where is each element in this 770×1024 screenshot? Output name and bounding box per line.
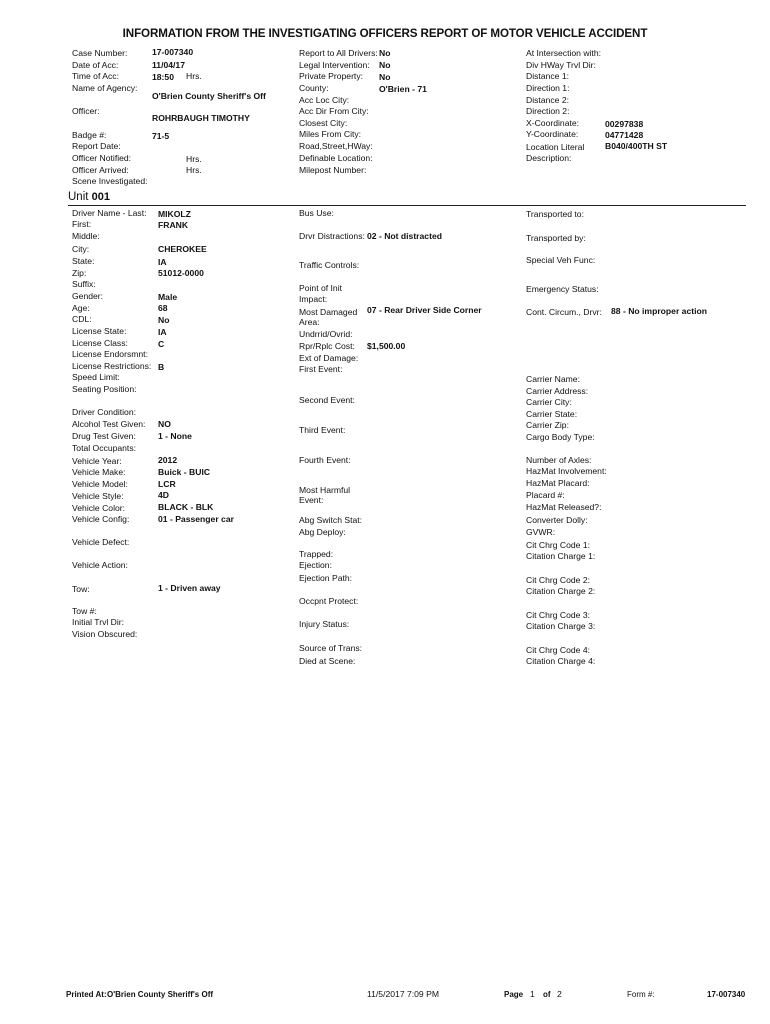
suffix-label: Suffix: bbox=[72, 279, 96, 289]
driver-condition-label: Driver Condition: bbox=[72, 407, 136, 417]
page-number: 1 bbox=[530, 989, 535, 999]
direction1-label: Direction 1: bbox=[526, 83, 570, 93]
citation-charge4-label: Citation Charge 4: bbox=[526, 656, 596, 666]
third-event-label: Third Event: bbox=[299, 425, 346, 435]
alcohol-test-label: Alcohol Test Given: bbox=[72, 419, 146, 429]
form-number-label: Form #: bbox=[627, 990, 655, 999]
page-of-label: of bbox=[543, 990, 551, 999]
citation-charge3-label: Citation Charge 3: bbox=[526, 621, 596, 631]
vehicle-model-value: LCR bbox=[158, 479, 176, 489]
officer-arrived-suffix: Hrs. bbox=[186, 165, 202, 175]
occpnt-protect-label: Occpnt Protect: bbox=[299, 596, 359, 606]
officer-notified-suffix: Hrs. bbox=[186, 154, 202, 164]
transported-to-label: Transported to: bbox=[526, 209, 584, 219]
agency-value: O'Brien County Sheriff's Off bbox=[152, 91, 266, 101]
acc-dir-label: Acc Dir From City: bbox=[299, 106, 369, 116]
rpr-cost-value: $1,500.00 bbox=[367, 341, 406, 351]
fourth-event-label: Fourth Event: bbox=[299, 455, 351, 465]
died-at-scene-label: Died at Scene: bbox=[299, 656, 356, 666]
state-label: State: bbox=[72, 256, 95, 266]
x-coordinate-value: 00297838 bbox=[605, 119, 644, 129]
report-to-drivers-label: Report to All Drivers: bbox=[299, 48, 378, 58]
private-property-value: No bbox=[379, 72, 391, 82]
zip-label: Zip: bbox=[72, 268, 87, 278]
second-event-label: Second Event: bbox=[299, 395, 355, 405]
officer-label: Officer: bbox=[72, 106, 100, 116]
report-title: INFORMATION FROM THE INVESTIGATING OFFICERS REPORT OF MOTOR VEHICLE ACCIDENT bbox=[122, 27, 648, 40]
tow-label: Tow: bbox=[72, 584, 90, 594]
source-of-trans-label: Source of Trans: bbox=[299, 643, 363, 653]
ejection-path-label: Ejection Path: bbox=[299, 573, 353, 583]
badge-label: Badge #: bbox=[72, 130, 107, 140]
first-name-label: First: bbox=[72, 219, 92, 229]
number-of-axles-label: Number of Axles: bbox=[526, 455, 592, 465]
most-harmful-label: Most Harmful bbox=[299, 485, 351, 495]
vehicle-year-value: 2012 bbox=[158, 455, 178, 465]
form-number-value: 17-007340 bbox=[707, 990, 746, 999]
tow-value: 1 - Driven away bbox=[158, 583, 221, 593]
seating-position-label: Seating Position: bbox=[72, 384, 137, 394]
date-of-acc-label: Date of Acc: bbox=[72, 60, 119, 70]
drug-test-value: 1 - None bbox=[158, 431, 192, 441]
carrier-address-label: Carrier Address: bbox=[526, 386, 589, 396]
event-label: Event: bbox=[299, 495, 324, 505]
vehicle-color-label: Vehicle Color: bbox=[72, 503, 126, 513]
time-of-acc-value: 18:50 bbox=[152, 72, 174, 82]
drvr-distractions-label: Drvr Distractions: bbox=[299, 231, 365, 241]
trapped-label: Trapped: bbox=[299, 549, 334, 559]
y-coordinate-label: Y-Coordinate: bbox=[526, 129, 579, 139]
converter-dolly-label: Converter Dolly: bbox=[526, 515, 588, 525]
badge-value: 71-5 bbox=[152, 131, 170, 141]
license-restrictions-value: B bbox=[158, 362, 165, 372]
special-veh-func-label: Special Veh Func: bbox=[526, 255, 596, 265]
driver-last-value: MIKOLZ bbox=[158, 209, 191, 219]
carrier-state-label: Carrier State: bbox=[526, 409, 578, 419]
vehicle-make-label: Vehicle Make: bbox=[72, 467, 126, 477]
unit-heading bbox=[68, 191, 110, 203]
license-endorsmnt-label: License Endorsmnt: bbox=[72, 349, 148, 359]
hazmat-placard-label: HazMat Placard: bbox=[526, 478, 590, 488]
print-datetime: 11/5/2017 7:09 PM bbox=[367, 989, 439, 999]
x-coordinate-label: X-Coordinate: bbox=[526, 118, 580, 128]
ejection-label: Ejection: bbox=[299, 560, 332, 570]
state-value: IA bbox=[158, 257, 167, 267]
initial-trvl-dir-label: Initial Trvl Dir: bbox=[72, 617, 125, 627]
private-property-label: Private Property: bbox=[299, 71, 363, 81]
vehicle-make-value: Buick - BUIC bbox=[158, 467, 211, 477]
case-number-label: Case Number: bbox=[72, 48, 128, 58]
carrier-city-label: Carrier City: bbox=[526, 397, 572, 407]
legal-intervention-label: Legal Intervention: bbox=[299, 60, 370, 70]
cont-circum-label: Cont. Circum., Drvr: bbox=[526, 307, 602, 317]
definable-location-label: Definable Location: bbox=[299, 153, 373, 163]
county-value: O'Brien - 71 bbox=[379, 84, 427, 94]
license-class-value: C bbox=[158, 339, 165, 349]
cit-chrg-code3-label: Cit Chrg Code 3: bbox=[526, 610, 591, 620]
tow-number-label: Tow #: bbox=[72, 606, 97, 616]
total-occupants-label: Total Occupants: bbox=[72, 443, 137, 453]
carrier-zip-label: Carrier Zip: bbox=[526, 420, 569, 430]
officer-notified-label: Officer Notified: bbox=[72, 153, 132, 163]
printed-at-label: Printed At: bbox=[66, 990, 107, 999]
case-number-value: 17-007340 bbox=[152, 47, 194, 57]
officer-arrived-label: Officer Arrived: bbox=[72, 165, 129, 175]
acc-loc-city-label: Acc Loc City: bbox=[299, 95, 350, 105]
time-of-acc-label: Time of Acc: bbox=[72, 71, 119, 81]
vehicle-style-label: Vehicle Style: bbox=[72, 491, 124, 501]
location-literal-label: Location Literal bbox=[526, 142, 585, 152]
city-label: City: bbox=[72, 244, 90, 254]
gvwr-label: GVWR: bbox=[526, 527, 556, 537]
legal-intervention-value: No bbox=[379, 60, 391, 70]
hazmat-released-label: HazMat Released?: bbox=[526, 502, 602, 512]
placard-number-label: Placard #: bbox=[526, 490, 565, 500]
intersection-label: At Intersection with: bbox=[526, 48, 601, 58]
carrier-name-label: Carrier Name: bbox=[526, 374, 580, 384]
vehicle-config-value: 01 - Passenger car bbox=[158, 514, 234, 524]
vehicle-year-label: Vehicle Year: bbox=[72, 456, 122, 466]
impact-label: Impact: bbox=[299, 294, 328, 304]
cit-chrg-code4-label: Cit Chrg Code 4: bbox=[526, 645, 591, 655]
most-damaged-value: 07 - Rear Driver Side Corner bbox=[367, 305, 482, 315]
vehicle-model-label: Vehicle Model: bbox=[72, 479, 128, 489]
road-street-label: Road,Street,HWay: bbox=[299, 141, 373, 151]
driver-last-label: Driver Name - Last: bbox=[72, 208, 147, 218]
scene-investigated-label: Scene Investigated: bbox=[72, 176, 148, 186]
milepost-label: Milepost Number: bbox=[299, 165, 367, 175]
gender-label: Gender: bbox=[72, 291, 104, 301]
distance1-label: Distance 1: bbox=[526, 71, 569, 81]
age-value: 68 bbox=[158, 303, 168, 313]
traffic-controls-label: Traffic Controls: bbox=[299, 260, 360, 270]
vehicle-action-label: Vehicle Action: bbox=[72, 560, 128, 570]
middle-name-label: Middle: bbox=[72, 231, 100, 241]
cont-circum-value: 88 - No improper action bbox=[611, 306, 707, 316]
vehicle-color-value: BLACK - BLK bbox=[158, 502, 214, 512]
alcohol-test-value: NO bbox=[158, 419, 171, 429]
first-name-value: FRANK bbox=[158, 220, 189, 230]
cargo-body-type-label: Cargo Body Type: bbox=[526, 432, 595, 442]
vehicle-config-label: Vehicle Config: bbox=[72, 514, 130, 524]
first-event-label: First Event: bbox=[299, 364, 343, 374]
direction2-label: Direction 2: bbox=[526, 106, 570, 116]
citation-charge2-label: Citation Charge 2: bbox=[526, 586, 596, 596]
drvr-distractions-value: 02 - Not distracted bbox=[367, 231, 442, 241]
age-label: Age: bbox=[72, 303, 90, 313]
emergency-status-label: Emergency Status: bbox=[526, 284, 599, 294]
time-of-acc-suffix: Hrs. bbox=[186, 71, 202, 81]
vision-obscured-label: Vision Obscured: bbox=[72, 629, 138, 639]
div-hway-label: Div HWay Trvl Dir: bbox=[526, 60, 596, 70]
cit-chrg-code1-label: Cit Chrg Code 1: bbox=[526, 540, 591, 550]
distance2-label: Distance 2: bbox=[526, 95, 569, 105]
description-label: Description: bbox=[526, 153, 572, 163]
abg-deploy-label: Abg Deploy: bbox=[299, 527, 346, 537]
vehicle-style-value: 4D bbox=[158, 490, 169, 500]
license-restrictions-label: License Restrictions: bbox=[72, 361, 152, 371]
county-label: County: bbox=[299, 83, 329, 93]
most-damaged-label: Most Damaged bbox=[299, 307, 358, 317]
report-to-drivers-value: No bbox=[379, 48, 391, 58]
point-of-init-label: Point of Init bbox=[299, 283, 342, 293]
unit-number: 001 bbox=[91, 191, 111, 203]
drug-test-label: Drug Test Given: bbox=[72, 431, 136, 441]
bus-use-label: Bus Use: bbox=[299, 208, 334, 218]
cdl-label: CDL: bbox=[72, 314, 92, 324]
license-state-label: License State: bbox=[72, 326, 127, 336]
date-of-acc-value: 11/04/17 bbox=[152, 60, 185, 70]
citation-charge1-label: Citation Charge 1: bbox=[526, 551, 596, 561]
rpr-cost-label: Rpr/Rplc Cost: bbox=[299, 341, 355, 351]
closest-city-label: Closest City: bbox=[299, 118, 348, 128]
cdl-value: No bbox=[158, 315, 170, 325]
page-total: 2 bbox=[557, 989, 562, 999]
unit-label: Unit bbox=[68, 191, 89, 203]
agency-label: Name of Agency: bbox=[72, 83, 138, 93]
license-state-value: IA bbox=[158, 327, 167, 337]
gender-value: Male bbox=[158, 292, 178, 302]
ext-damage-label: Ext of Damage: bbox=[299, 353, 359, 363]
speed-limit-label: Speed Limit: bbox=[72, 372, 120, 382]
y-coordinate-value: 04771428 bbox=[605, 130, 644, 140]
zip-value: 51012-0000 bbox=[158, 268, 204, 278]
miles-from-city-label: Miles From City: bbox=[299, 129, 362, 139]
location-literal-value: B040/400TH ST bbox=[605, 141, 668, 151]
page-label: Page bbox=[504, 990, 524, 999]
area-label: Area: bbox=[299, 317, 320, 327]
city-value: CHEROKEE bbox=[158, 244, 207, 254]
hazmat-involvement-label: HazMat Involvement: bbox=[526, 466, 607, 476]
undrrid-label: Undrrid/Ovrid: bbox=[299, 329, 353, 339]
vehicle-defect-label: Vehicle Defect: bbox=[72, 537, 130, 547]
unit-divider bbox=[68, 205, 746, 206]
cit-chrg-code2-label: Cit Chrg Code 2: bbox=[526, 575, 591, 585]
injury-status-label: Injury Status: bbox=[299, 619, 350, 629]
report-date-label: Report Date: bbox=[72, 141, 121, 151]
abg-switch-label: Abg Switch Stat: bbox=[299, 515, 363, 525]
officer-value: ROHRBAUGH TIMOTHY bbox=[152, 113, 250, 123]
license-class-label: License Class: bbox=[72, 338, 128, 348]
printed-at-value: O'Brien County Sheriff's Off bbox=[107, 990, 214, 999]
transported-by-label: Transported by: bbox=[526, 233, 586, 243]
